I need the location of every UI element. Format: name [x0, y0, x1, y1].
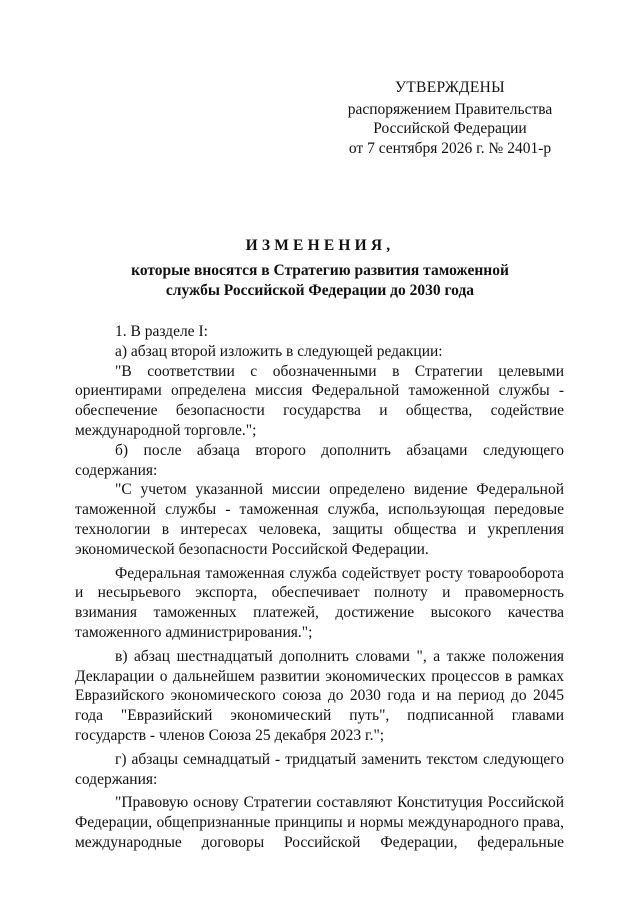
- paragraph: а) абзац второй изложить в следующей редакции:: [115, 342, 443, 360]
- paragraph: "В соответствии с обозначенными в Стратегии целевыми ориентирами определена миссия Федеральной таможенной службы - обеспечение безопасности государства и общества, содействие международной торговле.";: [75, 362, 564, 439]
- paragraph: Федеральная таможенная служба содействует росту товарооборота и несырьевого экспорта, обеспечивает полноту и правомерность взимания таможенных платежей, достижение высокого качества таможенного администрирования.";: [75, 564, 564, 641]
- title-main: ИЗМЕНЕНИЯ,: [245, 237, 395, 254]
- title-sub-line-1: которые вносятся в Стратегию развития таможенной: [131, 262, 509, 279]
- document-body: [75, 322, 564, 853]
- approval-line-1: распоряжением Правительства: [347, 100, 553, 118]
- approval-line-2: Российской Федерации: [373, 120, 527, 137]
- paragraph: в) абзац шестнадцатый дополнить словами ", а также положения Декларации о дальнейшем развитии экономических процессов в рамках Евразийского экономического союза до 2030 года и на период до 2045 года "Евразийский экономический путь", подписанной главами государств - членов Союза 25 декабря 2023 г.";: [75, 647, 564, 744]
- approval-line-3: от 7 сентября 2026 г. № 2401-р: [348, 139, 552, 157]
- paragraph: 1. В разделе I:: [115, 323, 208, 340]
- title-sub-line-2: службы Российской Федерации до 2030 года: [165, 282, 475, 299]
- approval-heading: УТВЕРЖДЕНЫ: [395, 79, 505, 96]
- paragraph: г) абзацы семнадцатый - тридцатый заменить текстом следующего содержания:: [75, 750, 564, 788]
- paragraph: "С учетом указанной миссии определено видение Федеральной таможенной службы - таможенная служба, использующая передовые технологии в интересах человека, защиты общества и укрепления экономической безопасности Российской Федерации.: [75, 481, 564, 558]
- approval-stamp: [330, 78, 570, 158]
- document-title: [75, 236, 565, 301]
- paragraph: "Правовую основу Стратегии составляют Конституция Российской Федерации, общепризнанные принципы и нормы международного права, международные договоры Российской Федерации, федеральные: [75, 794, 564, 851]
- paragraph: б) после абзаца второго дополнить абзацами следующего содержания:: [75, 441, 564, 479]
